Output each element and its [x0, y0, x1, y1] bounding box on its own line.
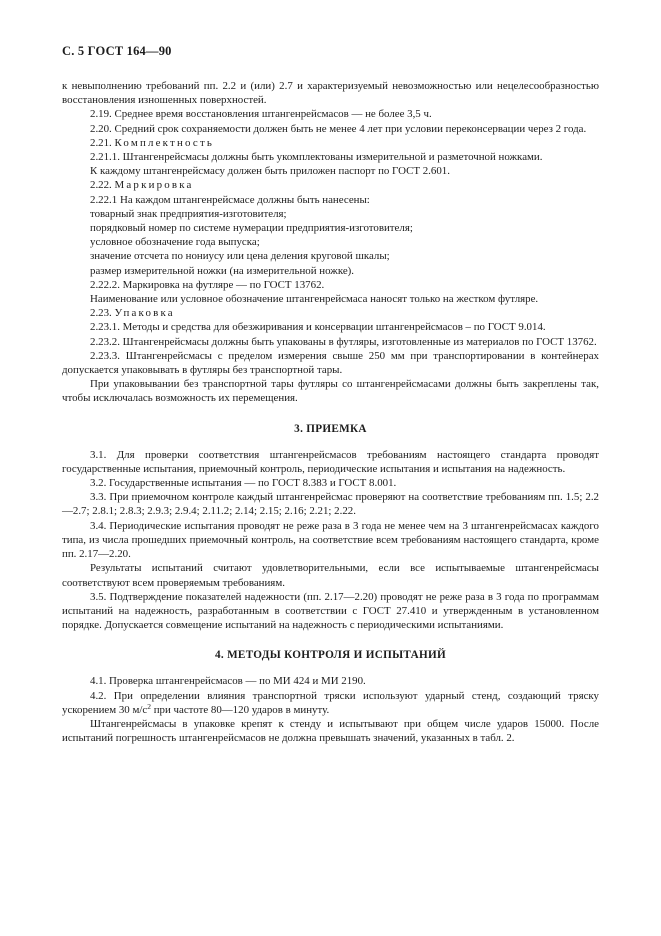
paragraph-group — [62, 448, 599, 633]
paragraph: 3.4. Периодические испытания проводят не реже раза в 3 года не менее чем на 3 штангенрейсмасах каждого типа, из числа прошедших приемочный контроль, на соответствие всем требованиям настоящего стандарта, кроме пп. 2.17—2.20. — [62, 519, 599, 561]
paragraph: к невыполнению требований пп. 2.2 и (или) 2.7 и характеризуемый невозможностью или нецелесообразностью восстановления изношенных поверхностей. — [62, 80, 599, 107]
paragraph: товарный знак предприятия-изготовителя; — [90, 207, 287, 220]
paragraph-group — [62, 150, 599, 178]
paragraph: 3.2. Государственные испытания — по ГОСТ 8.383 и ГОСТ 8.001. — [90, 477, 397, 490]
section-heading-3: 3. ПРИЕМКА — [294, 422, 367, 435]
superscript: 2 — [147, 701, 151, 711]
paragraph: Результаты испытаний считают удовлетворительными, если все испытываемые штангенрейсмасы соответствуют всем проверяемым требованиям. — [62, 562, 599, 589]
paragraph: Наименование или условное обозначение штангенрейсмаса наносят только на жестком футляре. — [90, 293, 539, 306]
paragraph-group — [62, 320, 599, 405]
section-heading-4: 4. МЕТОДЫ КОНТРОЛЯ И ИСПЫТАНИЙ — [214, 649, 447, 662]
section-number: 2.21. — [90, 136, 112, 149]
section-title: Комплектность — [114, 136, 215, 149]
paragraph: 2.20. Средний срок сохраняемости должен быть не менее 4 лет при условии переконсервации через 2 года. — [90, 122, 587, 135]
section-number: 2.23. — [90, 307, 112, 320]
section-number: 2.22. — [90, 179, 112, 192]
section-title: Упаковка — [114, 307, 175, 320]
paragraph: 3.3. При приемочном контроле каждый штангенрейсмас проверяют на соответствие требованиям пп. 1.5; 2.2—2.7; 2.8.1; 2.8.3; 2.9.3; 2.9.4; 2.11.2; 2.14; 2.15; 2.16; 2.21; 2.22. — [62, 491, 599, 518]
paragraph: 3.1. Для проверки соответствия штангенрейсмасов требованиям настоящего стандарта проводят государственные испытания, приемочный контроль, периодические испытания и испытания на надежность. — [62, 448, 599, 475]
paragraph: 2.22.2. Маркировка на футляре — по ГОСТ 13762. — [90, 278, 325, 291]
document-body — [62, 79, 599, 745]
text-run: при частоте 80—120 ударов в минуту. — [150, 703, 330, 716]
paragraph: 2.23.3. Штангенрейсмасы с пределом измерения свыше 250 мм при транспортировании в контейнерах допускается упаковывать в футляры без транспортной тары. — [62, 349, 599, 377]
section-heading-2-23 — [62, 306, 599, 320]
paragraph: При упаковывании без транспортной тары футляры со штангенрейсмасами должны быть закреплены так, чтобы исключалась возможность их перемещения. — [62, 378, 599, 405]
section-heading-2-22 — [62, 178, 599, 192]
paragraph: условное обозначение года выпуска; — [90, 236, 260, 249]
paragraph: 3.5. Подтверждение показателей надежности (пп. 2.17—2.20) проводят не реже раза в 3 года по программам испытаний на надежность, разработанным в соответствии с ГОСТ 27.410 и утвержденным в установленном порядке. Допускается совмещение испытаний на надежность с периодическими испытаниями. — [62, 590, 599, 632]
paragraph: значение отсчета по нониусу или цена деления круговой шкалы; — [90, 250, 390, 263]
paragraph: 2.19. Среднее время восстановления штангенрейсмасов — не более 3,5 ч. — [90, 108, 432, 121]
paragraph: размер измерительной ножки (на измерительной ножке). — [90, 264, 355, 277]
paragraph: 2.22.1 На каждом штангенрейсмасе должны быть нанесены: — [90, 193, 370, 206]
paragraph-group — [62, 193, 599, 307]
paragraph — [62, 689, 599, 717]
text-run: 4.2. При определении влияния транспортной тряски используют ударный стенд, создающий тряску ускорением 30 м/с — [62, 689, 599, 716]
paragraph: К каждому штангенрейсмасу должен быть приложен паспорт по ГОСТ 2.601. — [90, 165, 450, 178]
section-title: Маркировка — [114, 179, 194, 192]
paragraph: 2.23.2. Штангенрейсмасы должны быть упакованы в футляры, изготовленные из материалов по ГОСТ 13762. — [90, 335, 597, 348]
paragraph: порядковый номер по системе нумерации предприятия-изготовителя; — [90, 222, 413, 235]
paragraph: 2.21.1. Штангенрейсмасы должны быть укомплектованы измерительной и разметочной ножками. — [90, 151, 543, 164]
paragraph: 4.1. Проверка штангенрейсмасов — по МИ 424 и МИ 2190. — [90, 675, 366, 688]
section-heading-2-21 — [62, 136, 599, 150]
paragraph: Штангенрейсмасы в упаковке крепят к стенду и испытывают при общем числе ударов 15000. После испытаний погрешность штангенрейсмасов не должна превышать значений, указанных в табл. 2. — [62, 717, 599, 745]
paragraph: 2.23.1. Методы и средства для обезжиривания и консервации штангенрейсмасов – по ГОСТ 9.014. — [90, 321, 546, 334]
page-header: С. 5 ГОСТ 164—90 — [62, 44, 172, 58]
paragraph-group — [62, 79, 599, 136]
